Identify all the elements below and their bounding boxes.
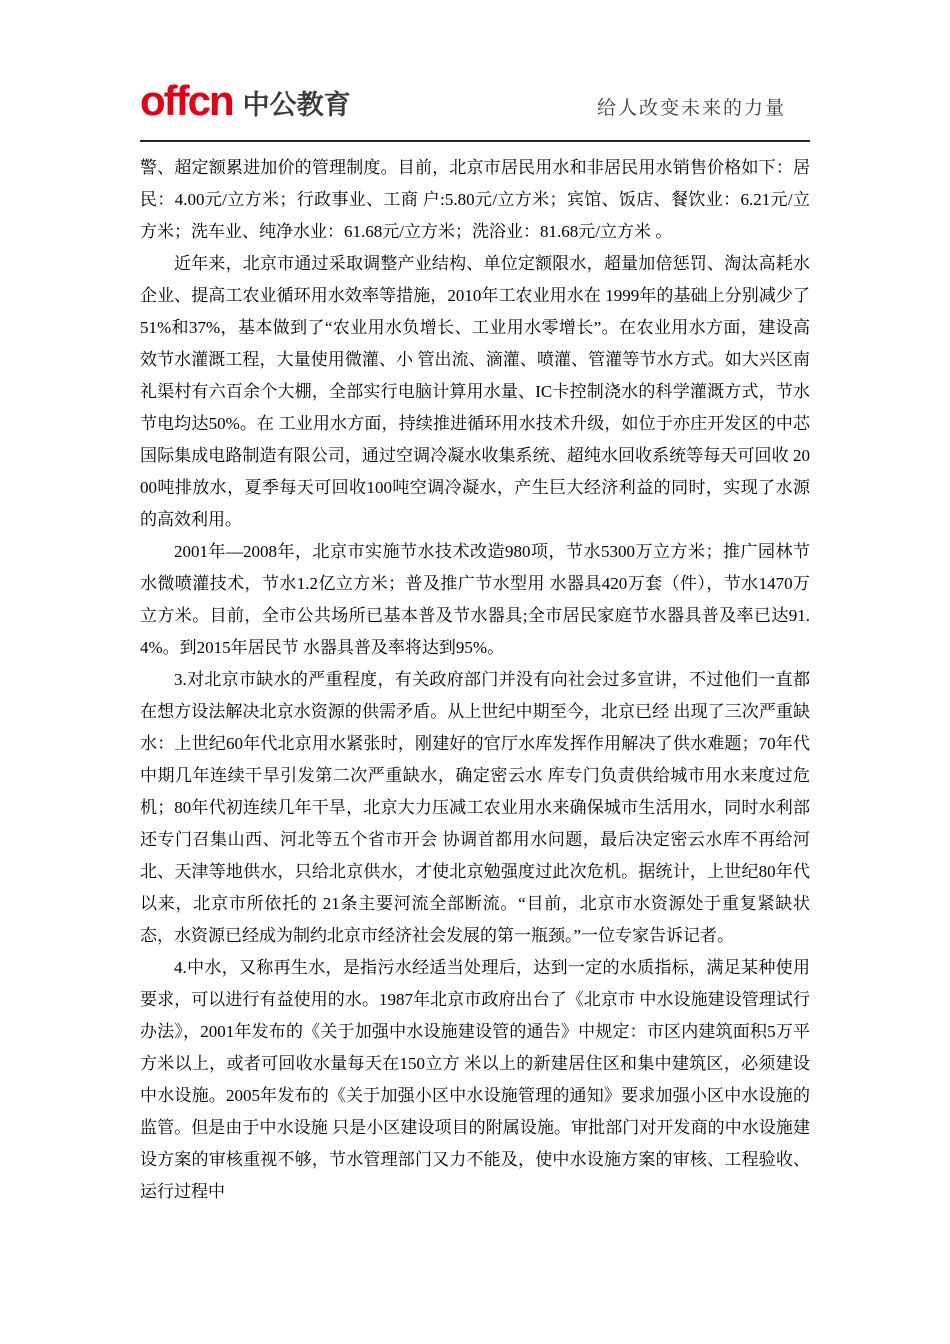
- header-tagline: 给人改变未来的力量: [596, 98, 786, 119]
- paragraph-water-saving-stats: 2001年—2008年，北京市实施节水技术改造980项，节水5300万立方米；推广园林节水微喷灌技术，节水1.2亿立方米；普及推广节水型用 水器具420万套（件），节水1470万立方米。目前，全市公共场所已基本普及节水器具;全市居民家庭节水器具普及率已达91.4%。到2015年居民节 水器具普及率将达到95%。: [140, 542, 810, 657]
- page-header: [140, 0, 810, 122]
- paragraph-water-saving-measures: 近年来，北京市通过采取调整产业结构、单位定额限水，超量加倍惩罚、淘汰高耗水企业、提高工农业循环用水效率等措施，2010年工农业用水在 1999年的基础上分别减少了51%和37%，基本做到了“农业用水负增长、工业用水零增长”。在农业用水方面，建设高效节水灌溉工程，大量使用微灌、小 管出流、滴灌、喷灌、管灌等节水方式。如大兴区南礼渠村有六百余个大棚，全部实行电脑计算用水量、IC卡控制浇水的科学灌溉方式，节水节电均达50%。在 工业用水方面，持续推进循环用水技术升级，如位于亦庄开发区的中芯国际集成电路制造有限公司，通过空调冷凝水收集系统、超纯水回收系统等每天可回收 2000吨排放水，夏季每天可回收100吨空调冷凝水，产生巨大经济利益的同时，实现了水源的高效利用。: [140, 254, 810, 529]
- paragraph-water-prices: 警、超定额累进加价的管理制度。目前，北京市居民用水和非居民用水销售价格如下：居民：4.00元/立方米；行政事业、工商 户:5.80元/立方米；宾馆、饭店、餐饮业：6.21元/立方米；洗车业、纯净水业：61.68元/立方米；洗浴业：81.68元/立方米 。: [140, 158, 810, 241]
- paragraph-item-4-reclaimed-water: 4.中水，又称再生水，是指污水经适当处理后，达到一定的水质指标，满足某种使用要求，可以进行有益使用的水。1987年北京市政府出台了《北京市 中水设施建设管理试行办法》，2001年发布的《关于加强中水设施建设管的通告》中规定：市区内建筑面积5万平方米以上，或者可回收水量每天在150立方 米以上的新建居住区和集中建筑区，必须建设中水设施。2005年发布的《关于加强小区中水设施管理的通知》要求加强小区中水设施的监管。但是由于中水设施 只是小区建设项目的附属设施。审批部门对开发商的中水设施建设方案的审核重视不够，节水管理部门又力不能及，使中水设施方案的审核、工程验收、运行过程中: [140, 958, 810, 1201]
- logo-wordmark: offcn: [140, 77, 233, 124]
- logo-brand-chinese: 中公教育: [242, 90, 351, 120]
- document-body: [140, 152, 810, 1208]
- offcn-logo: [140, 77, 351, 124]
- paragraph-item-3-water-shortage: 3.对北京市缺水的严重程度，有关政府部门并没有向社会过多宣讲，不过他们一直都在想方设法解决北京水资源的供需矛盾。从上世纪中期至今，北京已经 出现了三次严重缺水：上世纪60年代北京用水紧张时，刚建好的官厅水库发挥作用解决了供水难题；70年代中期几年连续干旱引发第二次严重缺水，确定密云水 库专门负责供给城市用水来度过危机；80年代初连续几年干旱，北京大力压减工农业用水来确保城市生活用水，同时水利部还专门召集山西、河北等五个省市开会 协调首都用水问题，最后决定密云水库不再给河北、天津等地供水，只给北京供水，才使北京勉强度过此次危机。据统计，上世纪80年代以来，北京市所依托的 21条主要河流全部断流。“目前，北京市水资源处于重复紧缺状态，水资源已经成为制约北京市经济社会发展的第一瓶颈。”一位专家告诉记者。: [140, 670, 810, 945]
- header-divider: [140, 140, 810, 142]
